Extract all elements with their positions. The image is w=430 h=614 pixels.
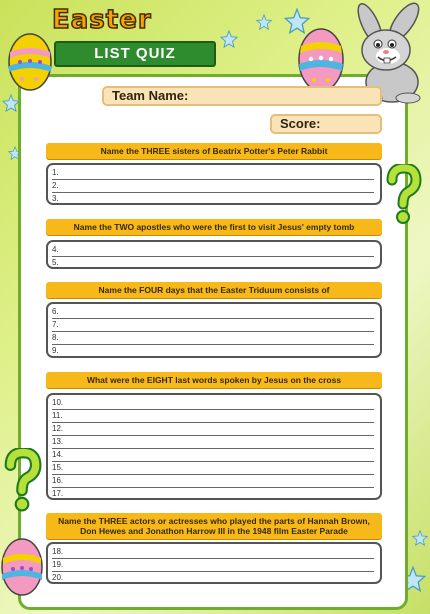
answer-number: 5.	[52, 258, 59, 267]
answer-number: 4.	[52, 245, 59, 254]
question-3-title: Name the FOUR days that the Easter Triduum consists of	[46, 282, 382, 298]
page-title: Easter	[52, 5, 152, 35]
answer-line[interactable]	[52, 409, 374, 423]
answer-number: 10.	[52, 398, 64, 407]
answer-number: 12.	[52, 424, 64, 433]
answer-box-2	[46, 240, 382, 269]
answer-number: 13.	[52, 437, 64, 446]
team-name-label: Team Name:	[112, 88, 189, 103]
answer-line[interactable]	[52, 487, 374, 500]
question-1-title: Name the THREE sisters of Beatrix Potter's Peter Rabbit	[46, 143, 382, 159]
answer-line[interactable]	[52, 344, 374, 357]
answer-line[interactable]	[52, 179, 374, 193]
answer-number: 1.	[52, 168, 59, 177]
answer-line[interactable]	[52, 305, 374, 319]
answer-number: 20.	[52, 573, 64, 582]
answer-line[interactable]	[52, 558, 374, 572]
star-icon	[256, 14, 272, 30]
answer-box-5	[46, 542, 382, 584]
answer-line[interactable]	[52, 571, 374, 584]
answer-box-4	[46, 393, 382, 500]
answer-line[interactable]	[52, 474, 374, 488]
question-4-title: What were the EIGHT last words spoken by Jesus on the cross	[46, 372, 382, 388]
easter-egg-icon	[6, 32, 54, 92]
answer-number: 18.	[52, 547, 64, 556]
answer-number: 6.	[52, 307, 59, 316]
answer-number: 7.	[52, 320, 59, 329]
answer-line[interactable]	[52, 318, 374, 332]
page-subtitle: LIST QUIZ	[54, 41, 216, 67]
answer-line[interactable]	[52, 243, 374, 257]
answer-line[interactable]	[52, 396, 374, 410]
answer-line[interactable]	[52, 192, 374, 205]
answer-line[interactable]	[52, 545, 374, 559]
answer-number: 3.	[52, 194, 59, 203]
answer-line[interactable]	[52, 256, 374, 269]
answer-line[interactable]	[52, 166, 374, 180]
question-mark-icon	[384, 164, 422, 226]
question-2-title: Name the TWO apostles who were the first to visit Jesus' empty tomb	[46, 219, 382, 235]
easter-egg-icon	[0, 536, 44, 598]
answer-number: 2.	[52, 181, 59, 190]
answer-line[interactable]	[52, 435, 374, 449]
answer-number: 19.	[52, 560, 64, 569]
answer-number: 9.	[52, 346, 59, 355]
easter-egg-icon	[296, 26, 346, 94]
answer-number: 17.	[52, 489, 64, 498]
answer-number: 11.	[52, 411, 63, 420]
answer-number: 14.	[52, 450, 64, 459]
question-mark-icon	[2, 448, 42, 514]
star-icon	[220, 30, 238, 48]
answer-line[interactable]	[52, 422, 374, 436]
score-label: Score:	[280, 116, 321, 131]
answer-box-1	[46, 163, 382, 205]
star-icon	[412, 530, 428, 546]
answer-line[interactable]	[52, 448, 374, 462]
team-name-field[interactable]	[102, 86, 382, 106]
quiz-header	[52, 5, 176, 62]
answer-number: 16.	[52, 476, 64, 485]
answer-number: 8.	[52, 333, 59, 342]
score-field[interactable]	[270, 114, 382, 134]
answer-line[interactable]	[52, 461, 374, 475]
answer-box-3	[46, 302, 382, 358]
question-5-title: Name the THREE actors or actresses who played the parts of Hannah Brown, Don Hewes and Jonathon Harrow III in the 1948 film Easter Parade	[46, 513, 382, 539]
answer-line[interactable]	[52, 331, 374, 345]
answer-number: 15.	[52, 463, 64, 472]
